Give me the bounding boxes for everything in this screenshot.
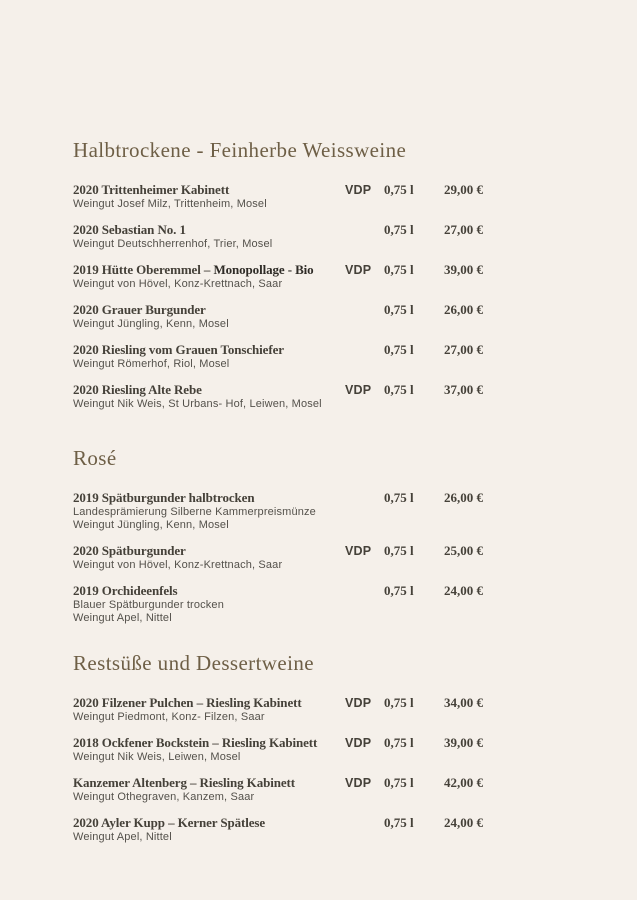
wine-name-text: 2019 Orchideenfels — [73, 583, 178, 598]
wine-entry — [73, 542, 483, 572]
price-label: 39,00 € — [444, 262, 483, 277]
wine-entry — [73, 381, 483, 411]
wine-detail: Weingut Josef Milz, Trittenheim, Mosel — [73, 198, 267, 210]
wine-name-text: 2020 Grauer Burgunder — [73, 302, 206, 317]
wine-name-text: 2019 Hütte Oberemmel – — [73, 262, 214, 277]
wine-name — [73, 582, 345, 599]
wine-name-text: 2020 Ayler Kupp – Kerner Spätlese — [73, 815, 266, 830]
price-label: 39,00 € — [444, 735, 483, 750]
price-label: 24,00 € — [444, 815, 483, 830]
volume-label: 0,75 l — [384, 695, 414, 710]
wine-entry — [73, 221, 483, 251]
volume-label: 0,75 l — [384, 543, 414, 558]
wine-name — [73, 734, 345, 751]
volume-label: 0,75 l — [384, 735, 414, 750]
wine-detail: Weingut Deutschherrenhof, Trier, Mosel — [73, 238, 273, 250]
price-label: 37,00 € — [444, 382, 483, 397]
wine-row — [73, 582, 483, 599]
wine-row — [73, 301, 483, 318]
section-dessertweine — [73, 651, 483, 844]
wine-entry — [73, 181, 483, 211]
vdp-label: VDP — [345, 736, 372, 750]
wine-row — [73, 694, 483, 711]
volume-label: 0,75 l — [384, 490, 414, 505]
wine-name — [73, 542, 345, 559]
wine-name-text: 2019 Spätburgunder halbtrocken — [73, 490, 255, 505]
wine-name — [73, 261, 345, 278]
wine-row — [73, 221, 483, 238]
price-label: 27,00 € — [444, 222, 483, 237]
wine-detail: Weingut von Hövel, Konz-Krettnach, Saar — [73, 559, 283, 571]
section-heading: Halbtrockene - Feinherbe Weissweine — [73, 138, 407, 162]
wine-name-text: 2020 Riesling vom Grauen Tonschiefer — [73, 342, 284, 357]
wine-row — [73, 542, 483, 559]
vdp-label: VDP — [345, 183, 372, 197]
wine-entry — [73, 734, 483, 764]
vdp-label: VDP — [345, 776, 372, 790]
wine-entry — [73, 489, 483, 532]
wine-entry — [73, 301, 483, 331]
wine-row — [73, 814, 483, 831]
vdp-label: VDP — [345, 544, 372, 558]
vdp-label: VDP — [345, 383, 372, 397]
wine-name — [73, 301, 345, 318]
wine-row — [73, 381, 483, 398]
wine-row — [73, 341, 483, 358]
wine-detail: Weingut Nik Weis, St Urbans- Hof, Leiwen, Mosel — [73, 398, 322, 410]
section-heading: Rosé — [73, 446, 117, 470]
wine-detail: Blauer Spätburgunder trocken — [73, 599, 224, 611]
volume-label: 0,75 l — [384, 342, 414, 357]
wine-detail: Weingut von Hövel, Konz-Krettnach, Saar — [73, 278, 283, 290]
wine-name — [73, 489, 345, 506]
wine-detail: Weingut Nik Weis, Leiwen, Mosel — [73, 751, 241, 763]
wine-name-text: Kanzemer Altenberg – Riesling Kabinett — [73, 775, 295, 790]
section-halbtrockene-weissweine — [73, 138, 483, 411]
wine-name-bold: Monopollage - Bio — [213, 262, 314, 277]
wine-row — [73, 181, 483, 198]
price-label: 34,00 € — [444, 695, 483, 710]
volume-label: 0,75 l — [384, 222, 414, 237]
price-label: 42,00 € — [444, 775, 483, 790]
wine-entry — [73, 774, 483, 804]
wine-row — [73, 774, 483, 791]
price-label: 24,00 € — [444, 583, 483, 598]
wine-name-text: 2020 Sebastian No. 1 — [73, 222, 186, 237]
wine-name-text: 2020 Filzener Pulchen – Riesling Kabinett — [73, 695, 302, 710]
wine-row — [73, 734, 483, 751]
section-rose — [73, 446, 483, 625]
wine-detail: Weingut Apel, Nittel — [73, 612, 172, 624]
volume-label: 0,75 l — [384, 182, 414, 197]
volume-label: 0,75 l — [384, 775, 414, 790]
price-label: 25,00 € — [444, 543, 483, 558]
vdp-label: VDP — [345, 263, 372, 277]
wine-entry — [73, 341, 483, 371]
volume-label: 0,75 l — [384, 382, 414, 397]
wine-name — [73, 341, 345, 358]
section-heading: Restsüße und Dessertweine — [73, 651, 314, 675]
menu-content — [73, 138, 483, 854]
wine-row — [73, 261, 483, 278]
wine-detail: Weingut Jüngling, Kenn, Mosel — [73, 318, 229, 330]
price-label: 26,00 € — [444, 302, 483, 317]
volume-label: 0,75 l — [384, 302, 414, 317]
wine-entry — [73, 582, 483, 625]
wine-name — [73, 774, 345, 791]
wine-entry — [73, 261, 483, 291]
wine-entry — [73, 694, 483, 724]
wine-detail: Weingut Apel, Nittel — [73, 831, 172, 843]
wine-name — [73, 181, 345, 198]
wine-detail: Weingut Piedmont, Konz- Filzen, Saar — [73, 711, 265, 723]
wine-name — [73, 221, 345, 238]
price-label: 29,00 € — [444, 182, 483, 197]
wine-name — [73, 381, 345, 398]
wine-detail: Weingut Othegraven, Kanzem, Saar — [73, 791, 255, 803]
wine-name-text: 2020 Riesling Alte Rebe — [73, 382, 202, 397]
wine-detail: Landesprämierung Silberne Kammerpreismünze — [73, 506, 316, 518]
vdp-label: VDP — [345, 696, 372, 710]
volume-label: 0,75 l — [384, 815, 414, 830]
price-label: 26,00 € — [444, 490, 483, 505]
wine-name-text: 2020 Trittenheimer Kabinett — [73, 182, 230, 197]
wine-detail: Weingut Römerhof, Riol, Mosel — [73, 358, 230, 370]
volume-label: 0,75 l — [384, 262, 414, 277]
wine-name — [73, 694, 345, 711]
wine-entry — [73, 814, 483, 844]
wine-row — [73, 489, 483, 506]
price-label: 27,00 € — [444, 342, 483, 357]
wine-name-text: 2018 Ockfener Bockstein – Riesling Kabinett — [73, 735, 318, 750]
wine-name — [73, 814, 345, 831]
volume-label: 0,75 l — [384, 583, 414, 598]
wine-detail: Weingut Jüngling, Kenn, Mosel — [73, 519, 229, 531]
wine-name-text: 2020 Spätburgunder — [73, 543, 186, 558]
